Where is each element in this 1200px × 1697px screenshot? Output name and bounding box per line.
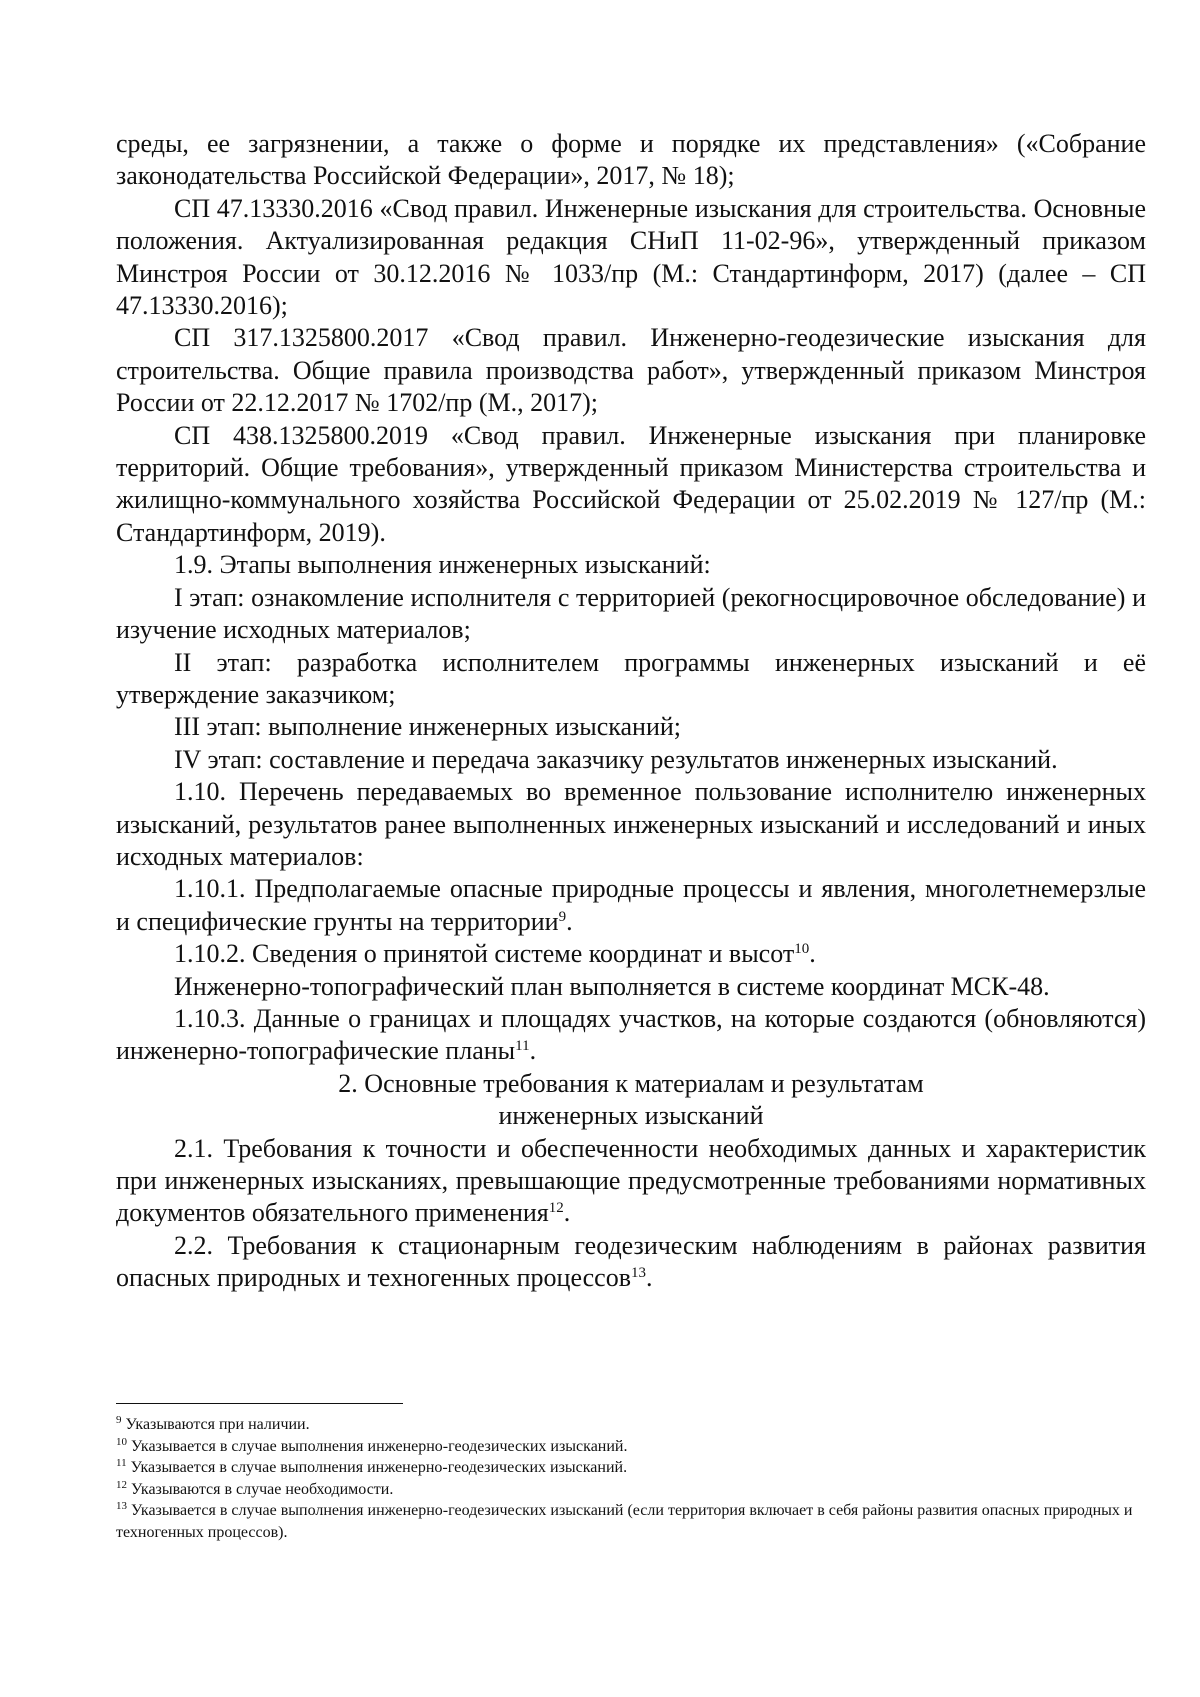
footnote-ref[interactable]: 11 — [515, 1038, 530, 1055]
paragraph: СП 438.1325800.2019 «Свод правил. Инженерные изыскания при планировке территорий. Общие требования», утвержденный приказом Министерства строительства и жилищно-коммунального хозяйства Российской Федерации от 25.02.2019 № 127/пр (М.: Стандартинформ, 2019). — [116, 420, 1146, 547]
paragraph-text: 2.1. Требования к точности и обеспеченности необходимых данных и характеристик при инженерных изысканиях, превышающие предусмотренные требованиями нормативных документов обязательного применения — [116, 1133, 1146, 1228]
footnote-ref[interactable]: 10 — [794, 941, 810, 958]
paragraph: 1.9. Этапы выполнения инженерных изысканий: — [174, 550, 711, 580]
footnote-number: 10 — [116, 1435, 127, 1448]
footnote-number: 9 — [116, 1414, 122, 1426]
footnote-number: 13 — [116, 1500, 127, 1512]
section-heading-line-1: 2. Основные требования к материалам и результатам — [338, 1068, 924, 1098]
paragraph-text: 1.10.1. Предполагаемые опасные природные процессы и явления, многолетнемерзлые и специфические грунты на территории — [116, 874, 1146, 936]
paragraph: 1.10.1. Предполагаемые опасные природные процессы и явления, многолетнемерзлые и специфические грунты на территории$^9$. — [116, 874, 1146, 936]
footnote-text: Указывается в случае выполнения инженерно-геодезических изысканий (если территория включает в себя районы развития опасных природных и техногенных процессов). — [116, 1502, 1133, 1541]
footnote-text: Указываются в случае необходимости. — [131, 1480, 394, 1498]
footnote — [116, 1414, 1146, 1436]
paragraph: IV этап: составление и передача заказчику результатов инженерных изысканий. — [174, 744, 1058, 774]
paragraph: II этап: разработка исполнителем программы инженерных изысканий и её утверждение заказчиком; — [116, 647, 1146, 709]
footnote — [116, 1436, 1146, 1458]
paragraph: СП 317.1325800.2017 «Свод правил. Инженерно-геодезические изыскания для строительства. Общие правила производства работ», утвержденный приказом Минстроя России от 22.12.2017 № 1702/пр (М., 2017); — [116, 323, 1146, 418]
footnote — [116, 1479, 1146, 1501]
paragraph: 1.10.2. Сведения о принятой системе координат и высот$^{10}$. — [174, 939, 816, 969]
footnote-ref[interactable]: 13 — [631, 1265, 646, 1282]
paragraph-text: 1.10.3. Данные о границах и площадях участков, на которые создаются (обновляются) инженерно-топографические планы — [116, 1003, 1146, 1066]
footnotes — [116, 1414, 1146, 1543]
paragraph: 2.2. Требования к стационарным геодезическим наблюдениям в районах развития опасных природных и техногенных процессов$^{13}$. — [116, 1230, 1146, 1293]
paragraph: 1.10.3. Данные о границах и площадях участков, на которые создаются (обновляются) инженерно-топографические планы$^{11}$. — [116, 1003, 1146, 1066]
footnote-separator — [116, 1403, 403, 1404]
paragraph: III этап: выполнение инженерных изысканий; — [174, 712, 682, 742]
document-body — [116, 128, 1146, 1295]
paragraph: СП 47.13330.2016 «Свод правил. Инженерные изыскания для строительства. Основные положения. Актуализированная редакция СНиП 11-02-96», утвержденный приказом Минстроя России от 30.12.2016 № 1033/пр (М.: Стандартинформ, 2017) (далее – СП 47.13330.2016); — [116, 193, 1146, 321]
footnote-number: 12 — [116, 1478, 127, 1491]
footnote-text: Указываются при наличии. — [125, 1416, 310, 1433]
footnote-text: Указывается в случае выполнения инженерно-геодезических изысканий. — [131, 1437, 628, 1455]
footnote-number: 11 — [116, 1457, 127, 1469]
section-heading-line-2: инженерных изысканий — [498, 1101, 764, 1131]
paragraph: 2.1. Требования к точности и обеспеченности необходимых данных и характеристик при инженерных изысканиях, превышающие предусмотренные требованиями нормативных документов обязательного применения$^{12}$. — [116, 1133, 1146, 1228]
paragraph-text: 2.2. Требования к стационарным геодезическим наблюдениям в районах развития опасных природных и техногенных процессов — [116, 1230, 1146, 1293]
footnote-text: Указывается в случае выполнения инженерно-геодезических изысканий. — [130, 1459, 628, 1476]
paragraph: Инженерно-топографический план выполняется в системе координат МСК-48. — [174, 971, 1050, 1001]
footnote — [116, 1457, 1146, 1479]
footnote-ref[interactable]: 12 — [548, 1200, 564, 1217]
paragraph: I этап: ознакомление исполнителя с территорией (рекогносцировочное обследование) и изучение исходных материалов; — [116, 582, 1146, 645]
footnote — [116, 1500, 1146, 1543]
paragraph: среды, ее загрязнении, а также о форме и порядке их представления» («Собрание законодательства Российской Федерации», 2017, № 18); — [116, 129, 1146, 191]
paragraph-text: 1.10.2. Сведения о принятой системе координат и высот — [174, 939, 795, 969]
paragraph: 1.10. Перечень передаваемых во временное пользование исполнителю инженерных изысканий, результатов ранее выполненных инженерных изысканий и исследований и иных исходных материалов: — [116, 777, 1146, 871]
footnote-ref[interactable]: 9 — [558, 908, 567, 925]
